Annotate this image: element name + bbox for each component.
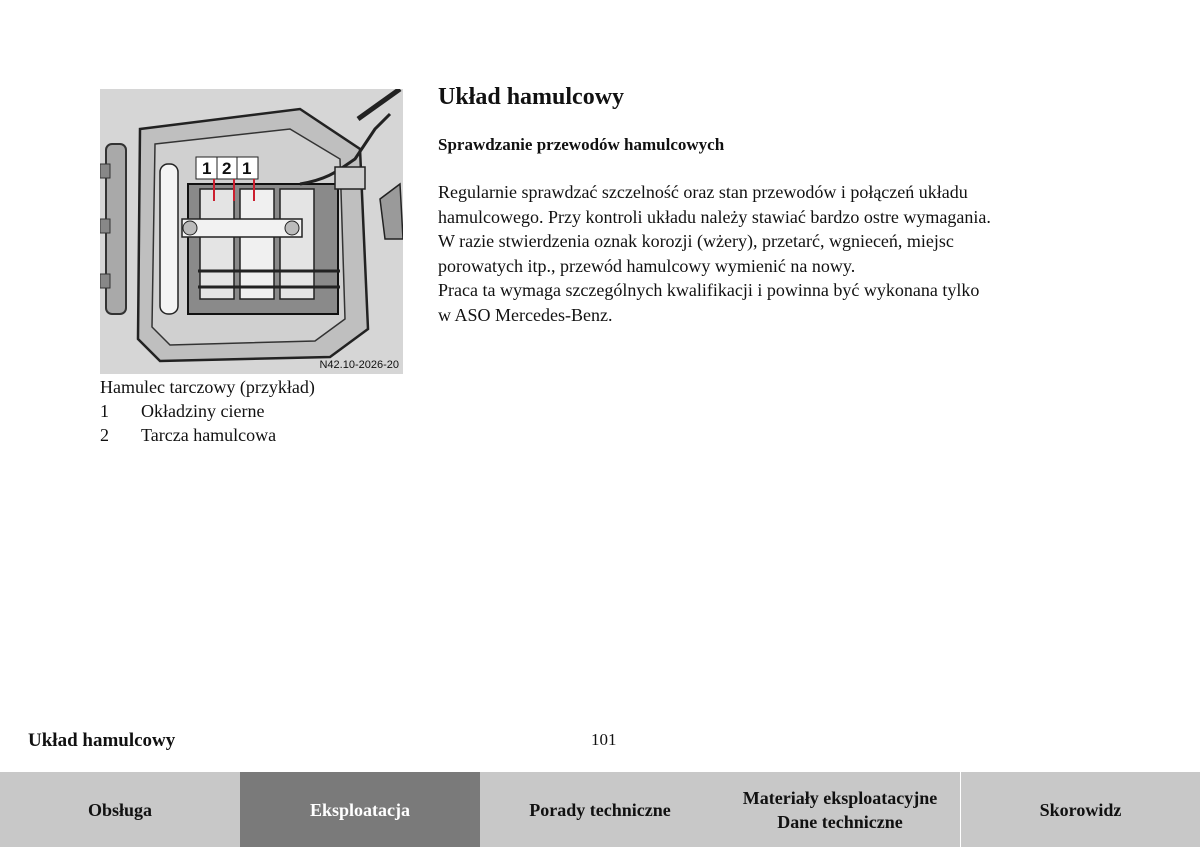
tab-label	[743, 786, 937, 834]
tab-label: Skorowidz	[1039, 799, 1122, 820]
legend-number: 1	[100, 401, 109, 421]
tab-label-line2: Dane techniczne	[777, 811, 903, 832]
callout-1-left: 1	[202, 159, 212, 178]
tab-label-line1: Materiały eksploatacyjne	[742, 787, 938, 808]
legend-text: Tarcza hamulcowa	[141, 425, 277, 445]
body-paragraph	[438, 180, 1078, 327]
body-line: porowatych itp., przewód hamulcowy wymienić na nowy.	[438, 255, 856, 276]
legend-number: 2	[100, 425, 109, 445]
bottom-navigation	[0, 772, 1200, 847]
body-line: w ASO Mercedes-Benz.	[438, 304, 613, 325]
caption-title: Hamulec tarczowy (przykład)	[100, 377, 315, 397]
body-line: W razie stwierdzenia oznak korozji (wżery), przetarć, wgnieceń, miejsc	[438, 231, 954, 251]
callout-1-right: 1	[242, 159, 252, 178]
page-number: 101	[591, 730, 617, 749]
tab-label: Porady techniczne	[529, 799, 671, 820]
body-line: hamulcowego. Przy kontroli układu należy stawiać bardzo ostre wymagania.	[438, 206, 991, 227]
legend-item	[100, 423, 315, 447]
brake-caliper-drawing	[100, 89, 403, 374]
tab-skorowidz[interactable]	[960, 772, 1200, 847]
tab-label: Obsługa	[87, 799, 153, 820]
body-line: Praca ta wymaga szczególnych kwalifikacji i powinna być wykonana tylko	[438, 280, 980, 300]
figure-caption	[100, 375, 315, 447]
brake-caliper-illustration	[100, 89, 403, 374]
body-line: Regularnie sprawdzać szczelność oraz stan przewodów i połączeń układu	[438, 182, 968, 202]
section-subtitle: Sprawdzanie przewodów hamulcowych	[438, 135, 725, 154]
tab-eksploatacja[interactable]	[240, 772, 480, 847]
tab-label: Eksploatacja	[309, 799, 410, 820]
callout-2: 2	[222, 159, 232, 178]
footer-section-name: Układ hamulcowy	[28, 730, 176, 751]
legend-text: Okładziny cierne	[141, 401, 265, 421]
figure-code: N42.10-2026-20	[319, 359, 399, 371]
tab-porady-techniczne[interactable]	[480, 772, 720, 847]
tab-materialy-dane[interactable]	[720, 772, 960, 847]
legend-item	[100, 399, 315, 423]
page-title: Układ hamulcowy	[438, 84, 625, 110]
tab-obsluga[interactable]	[0, 772, 240, 847]
